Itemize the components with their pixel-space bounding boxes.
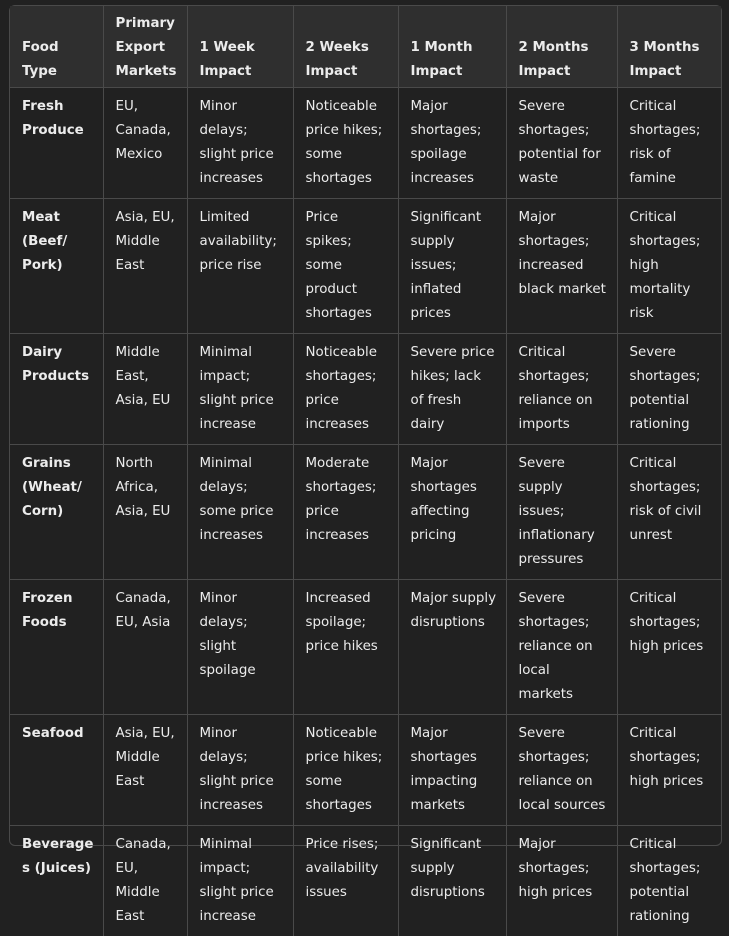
table-row (10, 87, 721, 198)
cell-3-months: Critical shortages; risk of famine (617, 87, 721, 198)
cell-2-weeks: Price rises; availability issues (293, 825, 398, 936)
cell-food-type: Seafood (10, 714, 103, 825)
cell-export-markets: North Africa, Asia, EU (103, 444, 187, 579)
cell-1-week: Minimal delays; some price increases (187, 444, 293, 579)
cell-1-month: Major shortages affecting pricing (398, 444, 506, 579)
cell-1-month: Major supply disruptions (398, 579, 506, 714)
cell-2-months: Severe shortages; reliance on local markets (506, 579, 617, 714)
cell-1-week: Minor delays; slight price increases (187, 87, 293, 198)
table-row (10, 579, 721, 714)
cell-1-month: Severe price hikes; lack of fresh dairy (398, 333, 506, 444)
header-2-months-impact: 2 Months Impact (506, 6, 617, 87)
cell-2-months: Major shortages; increased black market (506, 198, 617, 333)
cell-food-type: Meat (Beef/ Pork) (10, 198, 103, 333)
cell-2-months: Severe shortages; reliance on local sources (506, 714, 617, 825)
cell-export-markets: Asia, EU, Middle East (103, 198, 187, 333)
cell-2-months: Severe shortages; potential for waste (506, 87, 617, 198)
cell-1-month: Significant supply disruptions (398, 825, 506, 936)
cell-2-weeks: Noticeable price hikes; some shortages (293, 87, 398, 198)
cell-2-weeks: Price spikes; some product shortages (293, 198, 398, 333)
cell-2-weeks: Increased spoilage; price hikes (293, 579, 398, 714)
cell-1-week: Minimal impact; slight price increase (187, 333, 293, 444)
cell-3-months: Critical shortages; high prices (617, 579, 721, 714)
cell-export-markets: Asia, EU, Middle East (103, 714, 187, 825)
cell-food-type: Beverages (Juices) (10, 825, 103, 936)
food-impact-table (10, 6, 721, 936)
cell-1-week: Minor delays; slight price increases (187, 714, 293, 825)
cell-export-markets: Middle East, Asia, EU (103, 333, 187, 444)
header-food-type: Food Type (10, 6, 103, 87)
cell-food-type: Dairy Products (10, 333, 103, 444)
cell-3-months: Critical shortages; risk of civil unrest (617, 444, 721, 579)
cell-1-month: Major shortages impacting markets (398, 714, 506, 825)
cell-3-months: Severe shortages; potential rationing (617, 333, 721, 444)
header-3-months-impact: 3 Months Impact (617, 6, 721, 87)
cell-2-weeks: Noticeable shortages; price increases (293, 333, 398, 444)
cell-food-type: Fresh Produce (10, 87, 103, 198)
cell-2-months: Critical shortages; reliance on imports (506, 333, 617, 444)
cell-3-months: Critical shortages; high mortality risk (617, 198, 721, 333)
header-1-month-impact: 1 Month Impact (398, 6, 506, 87)
table-header (10, 6, 721, 87)
table-row (10, 198, 721, 333)
header-row (10, 6, 721, 87)
table-row (10, 825, 721, 936)
cell-export-markets: Canada, EU, Asia (103, 579, 187, 714)
header-primary-export-markets: Primary Export Markets (103, 6, 187, 87)
cell-2-months: Severe supply issues; inflationary pressures (506, 444, 617, 579)
cell-1-month: Major shortages; spoilage increases (398, 87, 506, 198)
cell-food-type: Grains (Wheat/ Corn) (10, 444, 103, 579)
cell-1-week: Minimal impact; slight price increase (187, 825, 293, 936)
cell-1-week: Minor delays; slight spoilage (187, 579, 293, 714)
cell-2-weeks: Noticeable price hikes; some shortages (293, 714, 398, 825)
table-body (10, 87, 721, 936)
header-1-week-impact: 1 Week Impact (187, 6, 293, 87)
table-row (10, 444, 721, 579)
food-impact-table-container (9, 5, 722, 924)
cell-export-markets: EU, Canada, Mexico (103, 87, 187, 198)
cell-3-months: Critical shortages; high prices (617, 714, 721, 825)
cell-1-week: Limited availability; price rise (187, 198, 293, 333)
header-2-weeks-impact: 2 Weeks Impact (293, 6, 398, 87)
table-row (10, 714, 721, 825)
cell-1-month: Significant supply issues; inflated prices (398, 198, 506, 333)
cell-2-months: Major shortages; high prices (506, 825, 617, 936)
cell-food-type: Frozen Foods (10, 579, 103, 714)
cell-2-weeks: Moderate shortages; price increases (293, 444, 398, 579)
cell-3-months: Critical shortages; potential rationing (629, 836, 701, 924)
cell-export-markets: Canada, EU, Middle East (103, 825, 187, 936)
table-row (10, 333, 721, 444)
